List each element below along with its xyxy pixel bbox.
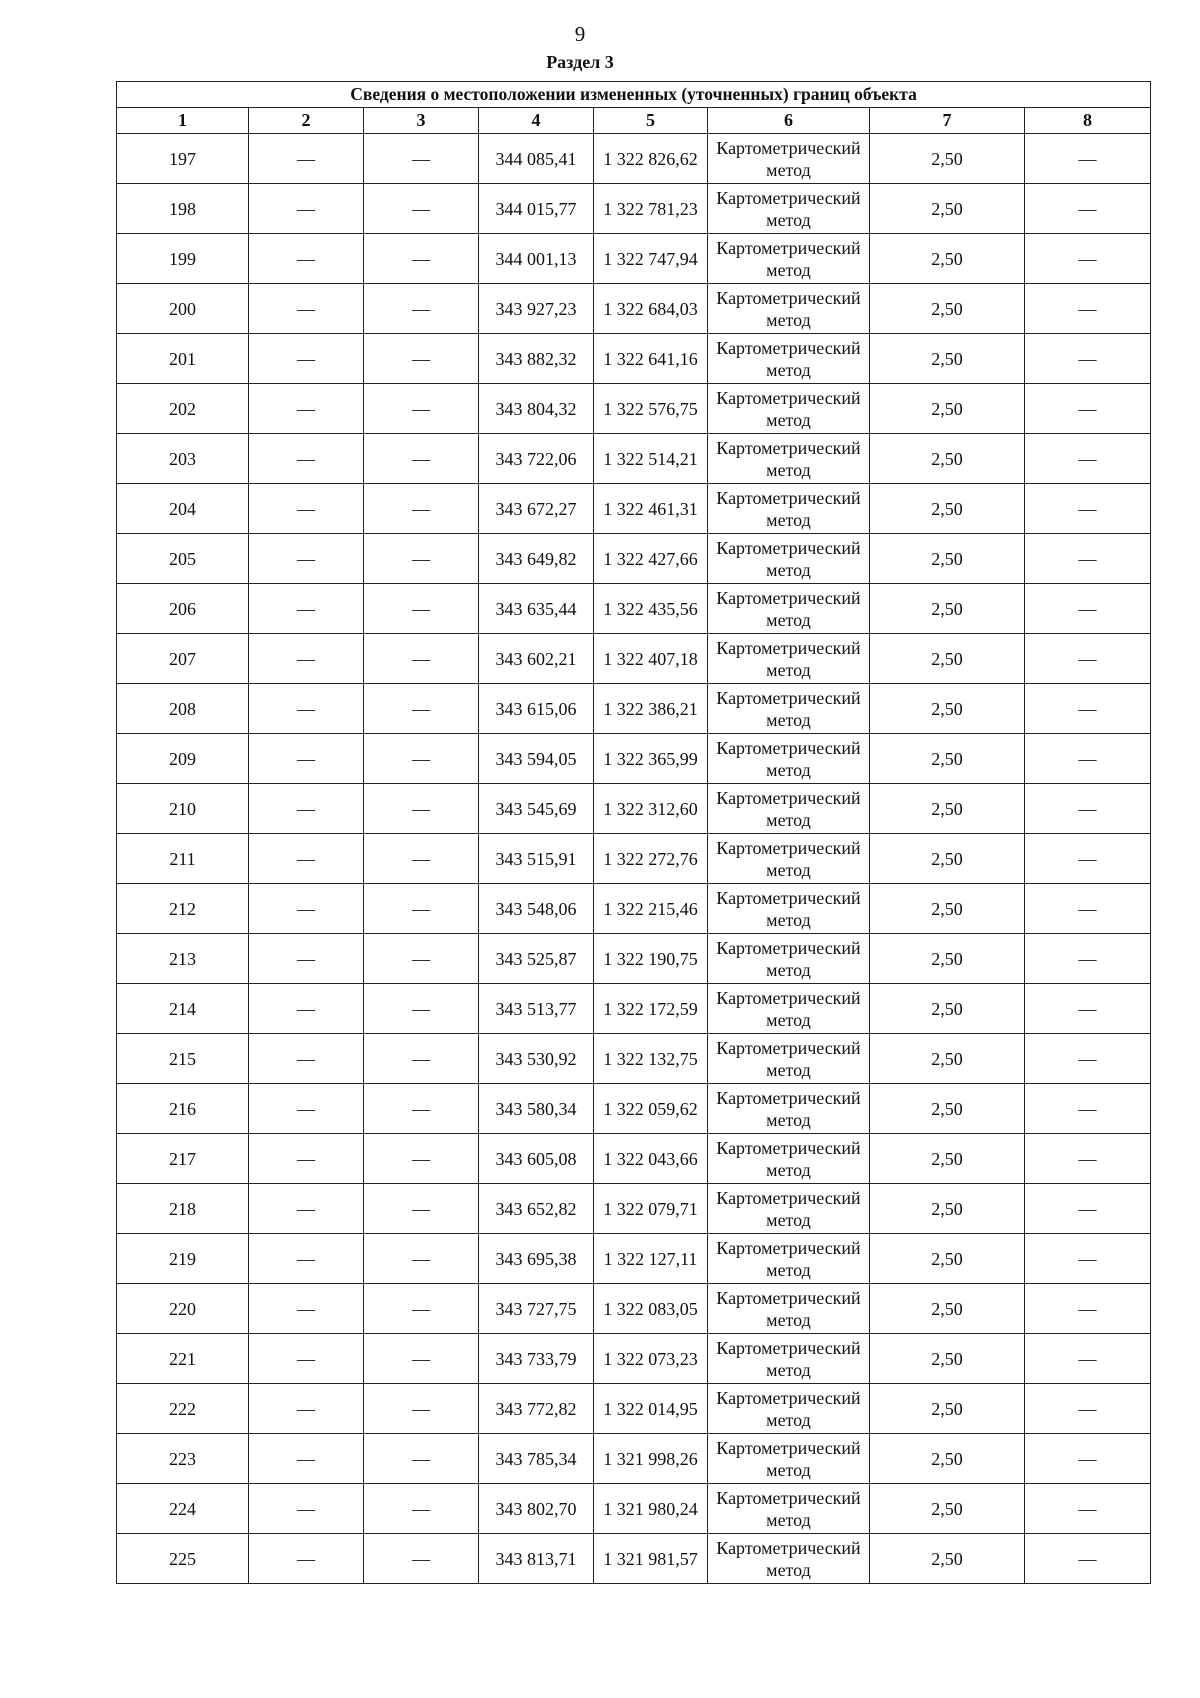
column-2-cell: — [249,1034,364,1084]
accuracy-cell: 2,50 [870,984,1025,1034]
y-coordinate-cell: 1 321 981,57 [594,1534,708,1584]
y-coordinate-cell: 1 322 127,11 [594,1234,708,1284]
column-2-cell: — [249,1334,364,1384]
table-row [117,334,1151,384]
accuracy-cell: 2,50 [870,784,1025,834]
column-header: 4 [479,108,594,134]
point-number-cell: 208 [117,684,249,734]
table-row [117,384,1151,434]
table-row [117,1234,1151,1284]
column-3-cell: — [364,984,479,1034]
accuracy-cell: 2,50 [870,284,1025,334]
column-8-cell: — [1025,934,1151,984]
table-body [117,134,1151,1584]
y-coordinate-cell: 1 322 043,66 [594,1134,708,1184]
accuracy-cell: 2,50 [870,334,1025,384]
column-8-cell: — [1025,734,1151,784]
x-coordinate-cell: 343 649,82 [479,534,594,584]
x-coordinate-cell: 343 733,79 [479,1334,594,1384]
accuracy-cell: 2,50 [870,534,1025,584]
y-coordinate-cell: 1 322 641,16 [594,334,708,384]
column-8-cell: — [1025,484,1151,534]
column-2-cell: — [249,534,364,584]
point-number-cell: 224 [117,1484,249,1534]
table-row [117,1034,1151,1084]
accuracy-cell: 2,50 [870,934,1025,984]
accuracy-cell: 2,50 [870,484,1025,534]
method-cell: Картометрический метод [708,884,870,934]
column-2-cell: — [249,1484,364,1534]
y-coordinate-cell: 1 322 435,56 [594,584,708,634]
column-8-cell: — [1025,1184,1151,1234]
column-header: 2 [249,108,364,134]
column-8-cell: — [1025,284,1151,334]
accuracy-cell: 2,50 [870,184,1025,234]
column-header: 6 [708,108,870,134]
x-coordinate-cell: 343 802,70 [479,1484,594,1534]
column-8-cell: — [1025,984,1151,1034]
point-number-cell: 209 [117,734,249,784]
column-2-cell: — [249,1434,364,1484]
column-3-cell: — [364,1384,479,1434]
column-header: 8 [1025,108,1151,134]
column-3-cell: — [364,634,479,684]
column-header: 3 [364,108,479,134]
method-cell: Картометрический метод [708,984,870,1034]
accuracy-cell: 2,50 [870,584,1025,634]
point-number-cell: 214 [117,984,249,1034]
column-3-cell: — [364,1234,479,1284]
column-3-cell: — [364,684,479,734]
accuracy-cell: 2,50 [870,1534,1025,1584]
column-2-cell: — [249,1384,364,1434]
accuracy-cell: 2,50 [870,1284,1025,1334]
method-cell: Картометрический метод [708,1234,870,1284]
x-coordinate-cell: 343 882,32 [479,334,594,384]
table-row [117,1334,1151,1384]
method-cell: Картометрический метод [708,634,870,684]
column-2-cell: — [249,1284,364,1334]
point-number-cell: 213 [117,934,249,984]
column-2-cell: — [249,1084,364,1134]
column-3-cell: — [364,834,479,884]
y-coordinate-cell: 1 321 998,26 [594,1434,708,1484]
column-8-cell: — [1025,384,1151,434]
y-coordinate-cell: 1 322 576,75 [594,384,708,434]
y-coordinate-cell: 1 322 132,75 [594,1034,708,1084]
table-row [117,934,1151,984]
column-8-cell: — [1025,684,1151,734]
method-cell: Картометрический метод [708,384,870,434]
table-row [117,184,1151,234]
column-2-cell: — [249,1534,364,1584]
column-2-cell: — [249,1134,364,1184]
column-8-cell: — [1025,884,1151,934]
method-cell: Картометрический метод [708,784,870,834]
table-row [117,1134,1151,1184]
x-coordinate-cell: 343 594,05 [479,734,594,784]
table-caption: Сведения о местоположении измененных (уточненных) границ объекта [117,82,1151,108]
table-row [117,1434,1151,1484]
accuracy-cell: 2,50 [870,1084,1025,1134]
method-cell: Картометрический метод [708,734,870,784]
column-header: 1 [117,108,249,134]
accuracy-cell: 2,50 [870,884,1025,934]
column-3-cell: — [364,384,479,434]
table-row [117,1284,1151,1334]
x-coordinate-cell: 344 085,41 [479,134,594,184]
point-number-cell: 219 [117,1234,249,1284]
point-number-cell: 204 [117,484,249,534]
column-2-cell: — [249,134,364,184]
method-cell: Картометрический метод [708,1434,870,1484]
method-cell: Картометрический метод [708,1384,870,1434]
column-3-cell: — [364,584,479,634]
column-3-cell: — [364,734,479,784]
y-coordinate-cell: 1 322 190,75 [594,934,708,984]
column-8-cell: — [1025,834,1151,884]
x-coordinate-cell: 343 927,23 [479,284,594,334]
column-8-cell: — [1025,634,1151,684]
x-coordinate-cell: 343 515,91 [479,834,594,884]
column-3-cell: — [364,1184,479,1234]
y-coordinate-cell: 1 322 272,76 [594,834,708,884]
point-number-cell: 203 [117,434,249,484]
boundary-coordinates-table [116,81,1151,1584]
accuracy-cell: 2,50 [870,1384,1025,1434]
accuracy-cell: 2,50 [870,1184,1025,1234]
point-number-cell: 197 [117,134,249,184]
table-row [117,434,1151,484]
table-row [117,1184,1151,1234]
column-8-cell: — [1025,184,1151,234]
x-coordinate-cell: 343 525,87 [479,934,594,984]
method-cell: Картометрический метод [708,1334,870,1384]
column-8-cell: — [1025,784,1151,834]
x-coordinate-cell: 343 602,21 [479,634,594,684]
method-cell: Картометрический метод [708,1134,870,1184]
x-coordinate-cell: 343 804,32 [479,384,594,434]
column-2-cell: — [249,984,364,1034]
page-number: 9 [574,22,586,46]
column-2-cell: — [249,684,364,734]
table-row [117,984,1151,1034]
y-coordinate-cell: 1 322 312,60 [594,784,708,834]
column-3-cell: — [364,1434,479,1484]
x-coordinate-cell: 343 813,71 [479,1534,594,1584]
x-coordinate-cell: 343 545,69 [479,784,594,834]
point-number-cell: 202 [117,384,249,434]
point-number-cell: 210 [117,784,249,834]
table-row [117,884,1151,934]
table-row [117,734,1151,784]
column-3-cell: — [364,284,479,334]
y-coordinate-cell: 1 322 083,05 [594,1284,708,1334]
method-cell: Картометрический метод [708,534,870,584]
column-3-cell: — [364,784,479,834]
column-3-cell: — [364,434,479,484]
column-3-cell: — [364,534,479,584]
column-2-cell: — [249,884,364,934]
column-3-cell: — [364,1084,479,1134]
y-coordinate-cell: 1 322 461,31 [594,484,708,534]
x-coordinate-cell: 343 548,06 [479,884,594,934]
accuracy-cell: 2,50 [870,434,1025,484]
method-cell: Картометрический метод [708,834,870,884]
y-coordinate-cell: 1 322 427,66 [594,534,708,584]
accuracy-cell: 2,50 [870,1134,1025,1184]
column-3-cell: — [364,934,479,984]
table-row [117,1084,1151,1134]
column-2-cell: — [249,584,364,634]
method-cell: Картометрический метод [708,1284,870,1334]
x-coordinate-cell: 343 530,92 [479,1034,594,1084]
method-cell: Картометрический метод [708,134,870,184]
table-row [117,134,1151,184]
column-3-cell: — [364,1534,479,1584]
x-coordinate-cell: 343 785,34 [479,1434,594,1484]
y-coordinate-cell: 1 322 079,71 [594,1184,708,1234]
y-coordinate-cell: 1 322 059,62 [594,1084,708,1134]
column-2-cell: — [249,784,364,834]
method-cell: Картометрический метод [708,1534,870,1584]
column-header-row [117,108,1151,134]
method-cell: Картометрический метод [708,484,870,534]
y-coordinate-cell: 1 322 826,62 [594,134,708,184]
column-8-cell: — [1025,134,1151,184]
y-coordinate-cell: 1 322 386,21 [594,684,708,734]
accuracy-cell: 2,50 [870,734,1025,784]
y-coordinate-cell: 1 322 747,94 [594,234,708,284]
point-number-cell: 212 [117,884,249,934]
x-coordinate-cell: 343 513,77 [479,984,594,1034]
y-coordinate-cell: 1 322 172,59 [594,984,708,1034]
method-cell: Картометрический метод [708,1084,870,1134]
column-8-cell: — [1025,534,1151,584]
column-8-cell: — [1025,434,1151,484]
point-number-cell: 198 [117,184,249,234]
accuracy-cell: 2,50 [870,1484,1025,1534]
y-coordinate-cell: 1 322 407,18 [594,634,708,684]
point-number-cell: 200 [117,284,249,334]
table-row [117,1384,1151,1434]
method-cell: Картометрический метод [708,1184,870,1234]
x-coordinate-cell: 343 605,08 [479,1134,594,1184]
column-2-cell: — [249,284,364,334]
column-2-cell: — [249,234,364,284]
accuracy-cell: 2,50 [870,1434,1025,1484]
column-2-cell: — [249,184,364,234]
column-3-cell: — [364,884,479,934]
column-2-cell: — [249,434,364,484]
table-row [117,1534,1151,1584]
column-8-cell: — [1025,1534,1151,1584]
method-cell: Картометрический метод [708,1484,870,1534]
column-2-cell: — [249,384,364,434]
y-coordinate-cell: 1 322 684,03 [594,284,708,334]
column-2-cell: — [249,484,364,534]
column-2-cell: — [249,734,364,784]
y-coordinate-cell: 1 322 514,21 [594,434,708,484]
y-coordinate-cell: 1 322 073,23 [594,1334,708,1384]
x-coordinate-cell: 343 772,82 [479,1384,594,1434]
point-number-cell: 216 [117,1084,249,1134]
column-8-cell: — [1025,1234,1151,1284]
point-number-cell: 206 [117,584,249,634]
column-8-cell: — [1025,1434,1151,1484]
x-coordinate-cell: 343 727,75 [479,1284,594,1334]
column-8-cell: — [1025,1284,1151,1334]
point-number-cell: 205 [117,534,249,584]
accuracy-cell: 2,50 [870,634,1025,684]
column-3-cell: — [364,1334,479,1384]
x-coordinate-cell: 343 722,06 [479,434,594,484]
method-cell: Картометрический метод [708,234,870,284]
column-header: 7 [870,108,1025,134]
point-number-cell: 201 [117,334,249,384]
point-number-cell: 223 [117,1434,249,1484]
point-number-cell: 217 [117,1134,249,1184]
x-coordinate-cell: 343 652,82 [479,1184,594,1234]
table-row [117,284,1151,334]
table-row [117,584,1151,634]
table-row [117,534,1151,584]
column-8-cell: — [1025,1134,1151,1184]
column-2-cell: — [249,934,364,984]
column-3-cell: — [364,1134,479,1184]
method-cell: Картометрический метод [708,334,870,384]
column-2-cell: — [249,834,364,884]
accuracy-cell: 2,50 [870,384,1025,434]
column-2-cell: — [249,334,364,384]
point-number-cell: 215 [117,1034,249,1084]
column-8-cell: — [1025,1484,1151,1534]
point-number-cell: 222 [117,1384,249,1434]
x-coordinate-cell: 344 015,77 [479,184,594,234]
table-row [117,484,1151,534]
point-number-cell: 225 [117,1534,249,1584]
x-coordinate-cell: 344 001,13 [479,234,594,284]
method-cell: Картометрический метод [708,434,870,484]
point-number-cell: 199 [117,234,249,284]
column-3-cell: — [364,1484,479,1534]
section-title: Раздел 3 [546,52,614,72]
column-header: 5 [594,108,708,134]
method-cell: Картометрический метод [708,684,870,734]
column-3-cell: — [364,134,479,184]
y-coordinate-cell: 1 322 215,46 [594,884,708,934]
column-8-cell: — [1025,1384,1151,1434]
column-8-cell: — [1025,584,1151,634]
column-8-cell: — [1025,1334,1151,1384]
method-cell: Картометрический метод [708,934,870,984]
accuracy-cell: 2,50 [870,1034,1025,1084]
column-2-cell: — [249,1234,364,1284]
column-3-cell: — [364,484,479,534]
accuracy-cell: 2,50 [870,134,1025,184]
table-row [117,834,1151,884]
method-cell: Картометрический метод [708,284,870,334]
point-number-cell: 221 [117,1334,249,1384]
column-8-cell: — [1025,334,1151,384]
column-8-cell: — [1025,1034,1151,1084]
column-8-cell: — [1025,1084,1151,1134]
y-coordinate-cell: 1 321 980,24 [594,1484,708,1534]
table-row [117,234,1151,284]
column-2-cell: — [249,1184,364,1234]
x-coordinate-cell: 343 695,38 [479,1234,594,1284]
column-3-cell: — [364,1284,479,1334]
point-number-cell: 207 [117,634,249,684]
y-coordinate-cell: 1 322 781,23 [594,184,708,234]
column-3-cell: — [364,1034,479,1084]
table-row [117,684,1151,734]
accuracy-cell: 2,50 [870,1234,1025,1284]
table-row [117,1484,1151,1534]
y-coordinate-cell: 1 322 365,99 [594,734,708,784]
x-coordinate-cell: 343 635,44 [479,584,594,634]
accuracy-cell: 2,50 [870,684,1025,734]
column-3-cell: — [364,184,479,234]
accuracy-cell: 2,50 [870,1334,1025,1384]
point-number-cell: 211 [117,834,249,884]
column-3-cell: — [364,234,479,284]
x-coordinate-cell: 343 672,27 [479,484,594,534]
x-coordinate-cell: 343 615,06 [479,684,594,734]
table-row [117,634,1151,684]
column-2-cell: — [249,634,364,684]
method-cell: Картометрический метод [708,184,870,234]
accuracy-cell: 2,50 [870,234,1025,284]
method-cell: Картометрический метод [708,1034,870,1084]
method-cell: Картометрический метод [708,584,870,634]
point-number-cell: 218 [117,1184,249,1234]
table-row [117,784,1151,834]
column-3-cell: — [364,334,479,384]
x-coordinate-cell: 343 580,34 [479,1084,594,1134]
point-number-cell: 220 [117,1284,249,1334]
y-coordinate-cell: 1 322 014,95 [594,1384,708,1434]
accuracy-cell: 2,50 [870,834,1025,884]
column-8-cell: — [1025,234,1151,284]
